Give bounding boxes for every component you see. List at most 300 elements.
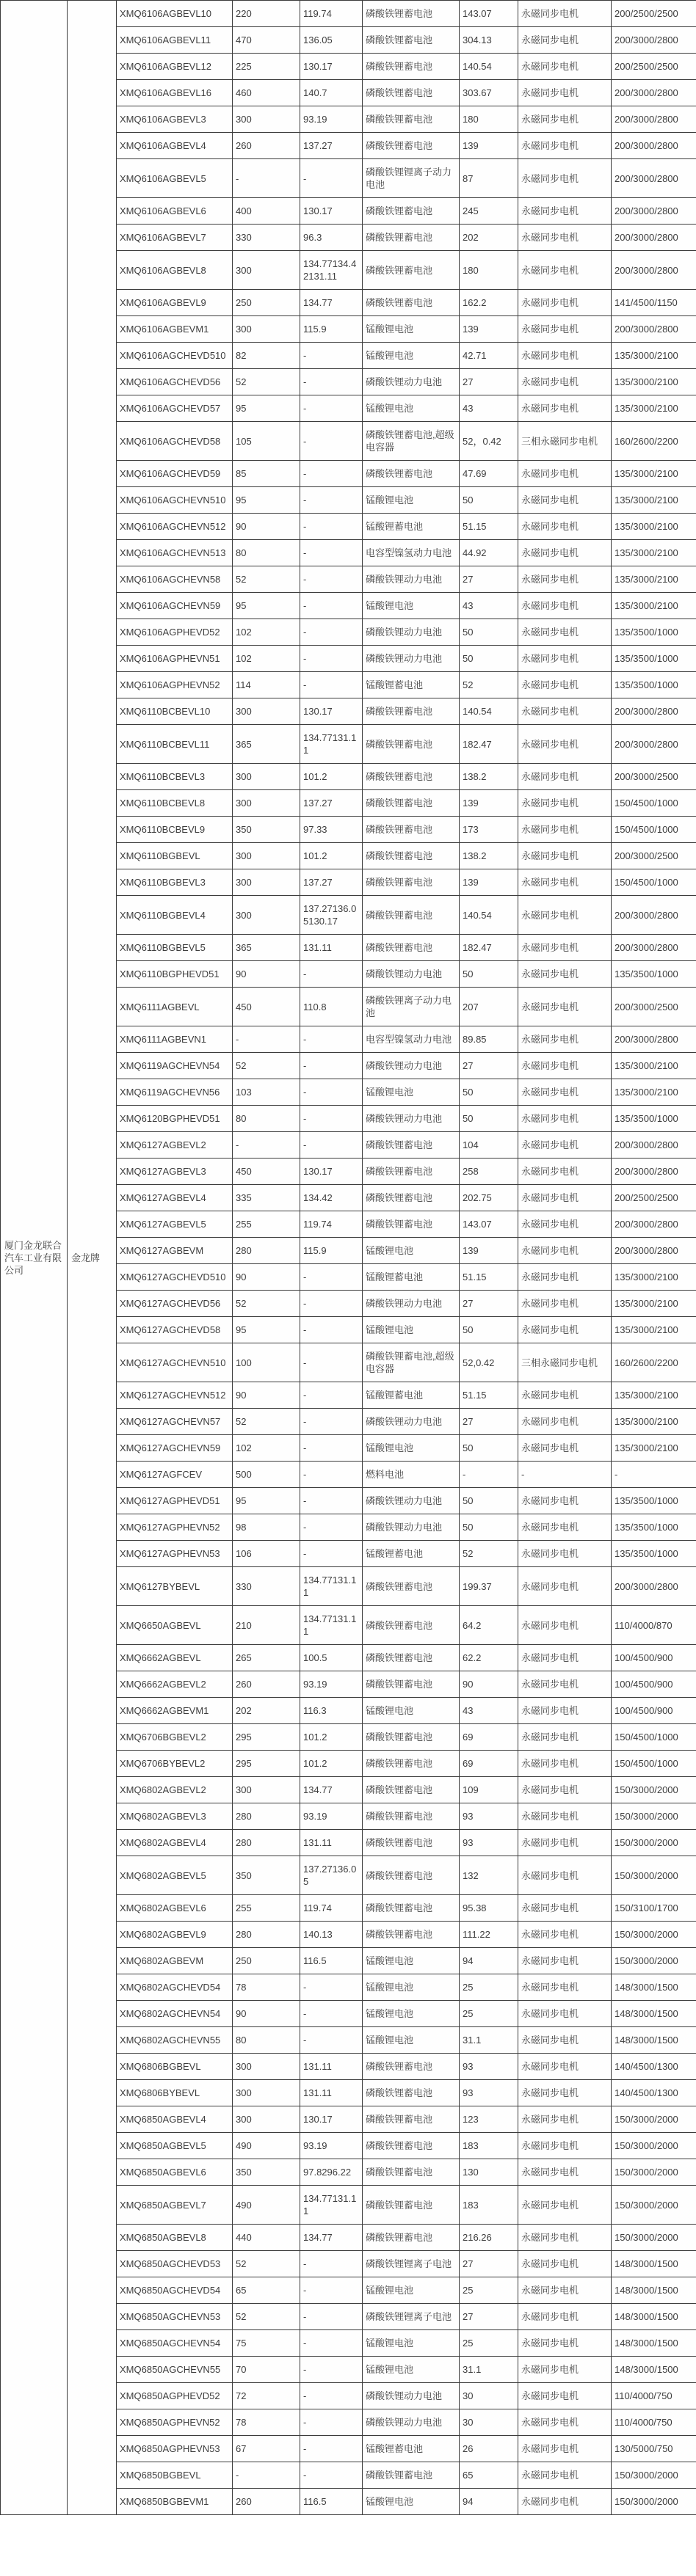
- cell-battery-type: 磷酸铁锂蓄电池: [363, 461, 460, 487]
- cell-battery-type: 磷酸铁锂蓄电池: [363, 935, 460, 961]
- cell-motor-type: 永磁同步电机: [518, 1435, 612, 1462]
- cell-battery-energy: 43: [460, 593, 518, 619]
- cell-battery-type: 磷酸铁锂动力电池: [363, 1053, 460, 1079]
- cell-range-value: 106: [233, 1541, 300, 1567]
- cell-battery-type: 磷酸铁锂动力电池: [363, 2409, 460, 2436]
- cell-range-value: 330: [233, 225, 300, 251]
- cell-range-value: 450: [233, 988, 300, 1026]
- cell-battery-type: 磷酸铁锂动力电池: [363, 1409, 460, 1435]
- cell-energy-value: -: [300, 1435, 363, 1462]
- cell-energy-value: 116.3: [300, 1698, 363, 1724]
- cell-range-value: 300: [233, 316, 300, 343]
- cell-motor-type: 永磁同步电机: [518, 2383, 612, 2409]
- cell-battery-energy: 50: [460, 646, 518, 672]
- cell-motor-type: 永磁同步电机: [518, 2409, 612, 2436]
- cell-motor-spec: 150/3000/2000: [612, 1948, 696, 1974]
- cell-motor-type: 永磁同步电机: [518, 487, 612, 514]
- cell-battery-type: 磷酸铁锂蓄电池: [363, 1211, 460, 1238]
- cell-battery-type: 磷酸铁锂蓄电池: [363, 2054, 460, 2080]
- cell-motor-type: 永磁同步电机: [518, 1541, 612, 1567]
- cell-motor-spec: 148/3000/1500: [612, 2277, 696, 2304]
- cell-battery-energy: 65: [460, 2462, 518, 2489]
- cell-motor-spec: 110/4000/750: [612, 2383, 696, 2409]
- cell-motor-type: 永磁同步电机: [518, 2159, 612, 2186]
- cell-battery-energy: 94: [460, 2489, 518, 2515]
- cell-motor-spec: 200/3000/2800: [612, 251, 696, 290]
- cell-motor-spec: 110/4000/750: [612, 2409, 696, 2436]
- cell-motor-type: 永磁同步电机: [518, 1409, 612, 1435]
- cell-battery-energy: 183: [460, 2186, 518, 2225]
- cell-motor-type: 永磁同步电机: [518, 843, 612, 869]
- cell-range-value: 335: [233, 1185, 300, 1211]
- cell-range-value: 470: [233, 27, 300, 54]
- cell-motor-type: 永磁同步电机: [518, 395, 612, 422]
- cell-range-value: -: [233, 1026, 300, 1053]
- cell-motor-type: 永磁同步电机: [518, 27, 612, 54]
- cell-battery-type: 磷酸铁锂蓄电池: [363, 2186, 460, 2225]
- cell-range-value: 114: [233, 672, 300, 698]
- cell-model-code: XMQ6850AGCHEVN55: [117, 2357, 233, 2383]
- cell-motor-type: 永磁同步电机: [518, 672, 612, 698]
- cell-range-value: 95: [233, 487, 300, 514]
- cell-motor-type: 永磁同步电机: [518, 198, 612, 225]
- cell-range-value: 80: [233, 540, 300, 566]
- cell-model-code: XMQ6106AGCHEVN58: [117, 566, 233, 593]
- cell-battery-energy: 52: [460, 1541, 518, 1567]
- cell-battery-energy: 62.2: [460, 1645, 518, 1671]
- cell-range-value: 300: [233, 106, 300, 133]
- cell-range-value: 95: [233, 593, 300, 619]
- cell-range-value: 255: [233, 1895, 300, 1922]
- cell-energy-value: 140.13: [300, 1922, 363, 1948]
- cell-energy-value: 134.77131.11: [300, 1567, 363, 1606]
- cell-model-code: XMQ6106AGBEVL8: [117, 251, 233, 290]
- cell-motor-spec: 135/3000/2100: [612, 395, 696, 422]
- cell-motor-spec: 100/4500/900: [612, 1698, 696, 1724]
- cell-range-value: 85: [233, 461, 300, 487]
- cell-battery-type: 磷酸铁锂动力电池: [363, 1488, 460, 1514]
- cell-battery-type: 磷酸铁锂蓄电池: [363, 2106, 460, 2133]
- cell-model-code: XMQ6110BCBEVL10: [117, 698, 233, 725]
- cell-battery-energy: 50: [460, 1106, 518, 1132]
- cell-range-value: 300: [233, 790, 300, 817]
- cell-battery-type: 锰酸锂电池: [363, 1435, 460, 1462]
- cell-battery-type: 磷酸铁锂蓄电池: [363, 1185, 460, 1211]
- brand-name-cell: 金龙牌: [68, 1, 117, 2515]
- cell-motor-type: 永磁同步电机: [518, 1948, 612, 1974]
- cell-motor-type: 永磁同步电机: [518, 1211, 612, 1238]
- cell-energy-value: -: [300, 1382, 363, 1409]
- cell-energy-value: 137.27136.05: [300, 1856, 363, 1895]
- cell-motor-spec: 135/3500/1000: [612, 961, 696, 988]
- cell-model-code: XMQ6106AGCHEVD57: [117, 395, 233, 422]
- cell-battery-energy: 180: [460, 251, 518, 290]
- cell-battery-energy: 123: [460, 2106, 518, 2133]
- cell-battery-type: 锰酸锂蓄电池: [363, 1382, 460, 1409]
- cell-motor-spec: 135/3500/1000: [612, 1514, 696, 1541]
- cell-model-code: XMQ6850BGBEVM1: [117, 2489, 233, 2515]
- cell-model-code: XMQ6119AGCHEVN56: [117, 1079, 233, 1106]
- cell-battery-energy: 258: [460, 1159, 518, 1185]
- cell-motor-type: 永磁同步电机: [518, 1382, 612, 1409]
- cell-model-code: XMQ6110BCBEVL9: [117, 817, 233, 843]
- cell-model-code: XMQ6106AGCHEVN512: [117, 514, 233, 540]
- cell-energy-value: -: [300, 1974, 363, 2001]
- cell-energy-value: 101.2: [300, 843, 363, 869]
- cell-energy-value: -: [300, 593, 363, 619]
- cell-battery-type: 锰酸锂蓄电池: [363, 672, 460, 698]
- cell-energy-value: -: [300, 2304, 363, 2330]
- cell-battery-type: 磷酸铁锂蓄电池: [363, 54, 460, 80]
- cell-motor-spec: 150/3000/2000: [612, 2489, 696, 2515]
- cell-battery-type: 磷酸铁锂蓄电池: [363, 1777, 460, 1803]
- cell-battery-energy: 180: [460, 106, 518, 133]
- cell-battery-type: 锰酸锂电池: [363, 1974, 460, 2001]
- cell-model-code: XMQ6106AGBEVL5: [117, 159, 233, 198]
- cell-energy-value: -: [300, 487, 363, 514]
- cell-battery-type: 磷酸铁锂蓄电池: [363, 80, 460, 106]
- cell-battery-type: 磷酸铁锂蓄电池: [363, 2462, 460, 2489]
- cell-battery-type: 锰酸锂蓄电池: [363, 1264, 460, 1291]
- cell-battery-type: 磷酸铁锂蓄电池: [363, 698, 460, 725]
- cell-energy-value: 101.2: [300, 1724, 363, 1751]
- cell-battery-energy: 139: [460, 1238, 518, 1264]
- cell-battery-type: 磷酸铁锂蓄电池: [363, 290, 460, 316]
- cell-motor-spec: 150/3000/2000: [612, 1830, 696, 1856]
- cell-model-code: XMQ6650AGBEVL: [117, 1606, 233, 1645]
- cell-battery-type: 磷酸铁锂蓄电池: [363, 764, 460, 790]
- cell-motor-type: 永磁同步电机: [518, 725, 612, 764]
- cell-motor-type: 永磁同步电机: [518, 514, 612, 540]
- cell-battery-energy: 132: [460, 1856, 518, 1895]
- cell-battery-type: 磷酸铁锂蓄电池: [363, 2133, 460, 2159]
- cell-battery-type: 磷酸铁锂动力电池: [363, 646, 460, 672]
- cell-battery-energy: 27: [460, 1291, 518, 1317]
- cell-motor-type: 永磁同步电机: [518, 2436, 612, 2462]
- cell-motor-type: 永磁同步电机: [518, 133, 612, 159]
- cell-energy-value: -: [300, 343, 363, 369]
- cell-motor-type: 永磁同步电机: [518, 646, 612, 672]
- cell-motor-spec: 135/3500/1000: [612, 1541, 696, 1567]
- cell-motor-spec: 200/3000/2800: [612, 1211, 696, 1238]
- cell-range-value: 440: [233, 2225, 300, 2251]
- cell-motor-spec: 200/3000/2800: [612, 159, 696, 198]
- cell-motor-type: 永磁同步电机: [518, 2225, 612, 2251]
- cell-battery-energy: 139: [460, 869, 518, 896]
- cell-motor-spec: 200/3000/2800: [612, 1132, 696, 1159]
- cell-range-value: 260: [233, 1671, 300, 1698]
- cell-range-value: 52: [233, 2304, 300, 2330]
- cell-motor-type: 永磁同步电机: [518, 1671, 612, 1698]
- cell-energy-value: -: [300, 1462, 363, 1488]
- cell-range-value: 82: [233, 343, 300, 369]
- cell-energy-value: -: [300, 2330, 363, 2357]
- cell-battery-energy: 25: [460, 2001, 518, 2027]
- cell-range-value: 300: [233, 251, 300, 290]
- cell-battery-energy: 111.22: [460, 1922, 518, 1948]
- cell-battery-energy: 304.13: [460, 27, 518, 54]
- cell-battery-energy: 30: [460, 2409, 518, 2436]
- cell-battery-type: 磷酸铁锂蓄电池: [363, 27, 460, 54]
- cell-motor-spec: 135/3500/1000: [612, 1488, 696, 1514]
- cell-motor-type: 永磁同步电机: [518, 540, 612, 566]
- cell-battery-energy: 25: [460, 2277, 518, 2304]
- cell-energy-value: 137.27136.05130.17: [300, 896, 363, 935]
- cell-motor-type: 永磁同步电机: [518, 1645, 612, 1671]
- cell-energy-value: 93.19: [300, 1803, 363, 1830]
- cell-battery-type: 磷酸铁锂蓄电池: [363, 790, 460, 817]
- cell-motor-spec: 200/2500/2500: [612, 1, 696, 27]
- cell-motor-spec: 200/3000/2800: [612, 80, 696, 106]
- cell-range-value: 330: [233, 1567, 300, 1606]
- cell-model-code: XMQ6127AGCHEVN57: [117, 1409, 233, 1435]
- cell-energy-value: 131.11: [300, 2054, 363, 2080]
- cell-battery-type: 磷酸铁锂动力电池: [363, 619, 460, 646]
- cell-energy-value: 93.19: [300, 2133, 363, 2159]
- cell-battery-energy: 130: [460, 2159, 518, 2186]
- cell-motor-type: 永磁同步电机: [518, 935, 612, 961]
- company-name-cell: 厦门金龙联合汽车工业有限公司: [1, 1, 68, 2515]
- cell-range-value: 220: [233, 1, 300, 27]
- cell-range-value: 95: [233, 1317, 300, 1343]
- cell-motor-spec: 148/3000/1500: [612, 2357, 696, 2383]
- cell-range-value: 490: [233, 2186, 300, 2225]
- cell-motor-spec: 135/3000/2100: [612, 369, 696, 395]
- cell-motor-type: 永磁同步电机: [518, 764, 612, 790]
- cell-battery-type: 磷酸铁锂动力电池: [363, 369, 460, 395]
- cell-motor-spec: 150/3000/2000: [612, 2462, 696, 2489]
- cell-motor-type: 永磁同步电机: [518, 1106, 612, 1132]
- cell-motor-type: 永磁同步电机: [518, 1803, 612, 1830]
- cell-model-code: XMQ6802AGCHEVD54: [117, 1974, 233, 2001]
- cell-motor-type: 永磁同步电机: [518, 251, 612, 290]
- cell-motor-spec: 200/3000/2500: [612, 988, 696, 1026]
- cell-battery-type: 磷酸铁锂蓄电池: [363, 1606, 460, 1645]
- cell-energy-value: -: [300, 2436, 363, 2462]
- cell-motor-type: 永磁同步电机: [518, 2357, 612, 2383]
- cell-battery-type: 磷酸铁锂蓄电池: [363, 1922, 460, 1948]
- cell-motor-spec: 135/3500/1000: [612, 672, 696, 698]
- cell-battery-energy: 87: [460, 159, 518, 198]
- cell-battery-type: 磷酸铁锂蓄电池: [363, 1895, 460, 1922]
- cell-model-code: XMQ6802AGCHEVN54: [117, 2001, 233, 2027]
- cell-energy-value: -: [300, 2001, 363, 2027]
- cell-motor-spec: 135/3000/2100: [612, 540, 696, 566]
- cell-motor-spec: 130/5000/750: [612, 2436, 696, 2462]
- cell-battery-type: 电容型镍氢动力电池: [363, 1026, 460, 1053]
- cell-range-value: 450: [233, 1159, 300, 1185]
- cell-battery-energy: 25: [460, 2330, 518, 2357]
- cell-motor-type: 永磁同步电机: [518, 1777, 612, 1803]
- cell-battery-type: 磷酸铁锂蓄电池: [363, 2225, 460, 2251]
- cell-motor-spec: 140/4500/1300: [612, 2080, 696, 2106]
- cell-model-code: XMQ6106AGBEVL12: [117, 54, 233, 80]
- cell-energy-value: -: [300, 2409, 363, 2436]
- cell-model-code: XMQ6850AGCHEVN53: [117, 2304, 233, 2330]
- cell-energy-value: 130.17: [300, 54, 363, 80]
- cell-range-value: 280: [233, 1238, 300, 1264]
- cell-motor-spec: 150/3000/2000: [612, 1922, 696, 1948]
- cell-battery-energy: 69: [460, 1751, 518, 1777]
- cell-motor-type: 永磁同步电机: [518, 2080, 612, 2106]
- cell-battery-type: 磷酸铁锂蓄电池: [363, 1159, 460, 1185]
- cell-battery-energy: 104: [460, 1132, 518, 1159]
- cell-energy-value: -: [300, 540, 363, 566]
- cell-range-value: 78: [233, 2409, 300, 2436]
- cell-model-code: XMQ6802AGBEVL4: [117, 1830, 233, 1856]
- cell-battery-type: 磷酸铁锂蓄电池: [363, 1671, 460, 1698]
- cell-battery-type: 磷酸铁锂蓄电池: [363, 896, 460, 935]
- cell-model-code: XMQ6127AGCHEVN510: [117, 1343, 233, 1382]
- cell-battery-energy: 27: [460, 1053, 518, 1079]
- cell-motor-spec: 150/3000/2000: [612, 1777, 696, 1803]
- cell-motor-spec: 135/3000/2100: [612, 487, 696, 514]
- cell-motor-type: 永磁同步电机: [518, 2027, 612, 2054]
- cell-battery-type: 锰酸锂电池: [363, 2001, 460, 2027]
- cell-motor-spec: 148/3000/1500: [612, 2027, 696, 2054]
- cell-battery-energy: 50: [460, 619, 518, 646]
- cell-model-code: XMQ6850AGCHEVN54: [117, 2330, 233, 2357]
- cell-model-code: XMQ6110BGBEVL: [117, 843, 233, 869]
- cell-battery-type: 磷酸铁锂蓄电池: [363, 1751, 460, 1777]
- cell-range-value: 260: [233, 2489, 300, 2515]
- cell-motor-spec: 135/3000/2100: [612, 1264, 696, 1291]
- cell-battery-type: 磷酸铁锂蓄电池: [363, 843, 460, 869]
- cell-energy-value: -: [300, 1079, 363, 1106]
- cell-battery-energy: 93: [460, 1803, 518, 1830]
- cell-motor-type: 永磁同步电机: [518, 1053, 612, 1079]
- cell-energy-value: -: [300, 961, 363, 988]
- cell-battery-type: 磷酸铁锂动力电池: [363, 566, 460, 593]
- cell-range-value: 365: [233, 725, 300, 764]
- cell-motor-type: 永磁同步电机: [518, 619, 612, 646]
- cell-battery-energy: 27: [460, 1409, 518, 1435]
- cell-motor-type: 永磁同步电机: [518, 593, 612, 619]
- cell-range-value: 67: [233, 2436, 300, 2462]
- cell-motor-spec: 160/2600/2200: [612, 1343, 696, 1382]
- cell-battery-energy: 50: [460, 487, 518, 514]
- cell-model-code: XMQ6106AGCHEVD56: [117, 369, 233, 395]
- cell-range-value: 102: [233, 619, 300, 646]
- cell-model-code: XMQ6127AGCHEVN59: [117, 1435, 233, 1462]
- cell-motor-spec: 200/3000/2800: [612, 198, 696, 225]
- cell-battery-type: 磷酸铁锂蓄电池,超级电容器: [363, 422, 460, 461]
- cell-motor-spec: 200/3000/2800: [612, 935, 696, 961]
- cell-model-code: XMQ6802AGBEVL5: [117, 1856, 233, 1895]
- cell-motor-type: 永磁同步电机: [518, 461, 612, 487]
- cell-model-code: XMQ6127AGBEVL4: [117, 1185, 233, 1211]
- cell-energy-value: 130.17: [300, 2106, 363, 2133]
- cell-range-value: 80: [233, 2027, 300, 2054]
- cell-energy-value: 134.77131.11: [300, 1606, 363, 1645]
- cell-energy-value: 134.42: [300, 1185, 363, 1211]
- cell-model-code: XMQ6802AGBEVM: [117, 1948, 233, 1974]
- cell-model-code: XMQ6706BYBEVL2: [117, 1751, 233, 1777]
- cell-battery-energy: 64.2: [460, 1606, 518, 1645]
- cell-energy-value: -: [300, 2251, 363, 2277]
- cell-model-code: XMQ6802AGBEVL3: [117, 1803, 233, 1830]
- cell-energy-value: 100.5: [300, 1645, 363, 1671]
- cell-model-code: XMQ6802AGCHEVN55: [117, 2027, 233, 2054]
- cell-range-value: 265: [233, 1645, 300, 1671]
- cell-motor-spec: 200/3000/2800: [612, 1159, 696, 1185]
- cell-motor-type: 永磁同步电机: [518, 1606, 612, 1645]
- cell-motor-spec: 200/2500/2500: [612, 1185, 696, 1211]
- cell-battery-energy: 138.2: [460, 764, 518, 790]
- cell-battery-energy: 140.54: [460, 54, 518, 80]
- cell-battery-energy: 245: [460, 198, 518, 225]
- cell-energy-value: -: [300, 461, 363, 487]
- cell-energy-value: 136.05: [300, 27, 363, 54]
- cell-energy-value: 134.77131.11: [300, 2186, 363, 2225]
- cell-battery-type: 锰酸锂电池: [363, 593, 460, 619]
- cell-model-code: XMQ6127AGPHEVN52: [117, 1514, 233, 1541]
- cell-motor-type: 永磁同步电机: [518, 1238, 612, 1264]
- cell-range-value: 350: [233, 1856, 300, 1895]
- cell-range-value: 280: [233, 1803, 300, 1830]
- cell-model-code: XMQ6106AGBEVL7: [117, 225, 233, 251]
- cell-motor-type: 永磁同步电机: [518, 988, 612, 1026]
- cell-model-code: XMQ6106AGCHEVN510: [117, 487, 233, 514]
- cell-motor-spec: 150/3000/2000: [612, 2186, 696, 2225]
- cell-battery-energy: 139: [460, 133, 518, 159]
- cell-battery-energy: 89.85: [460, 1026, 518, 1053]
- cell-range-value: 295: [233, 1724, 300, 1751]
- cell-energy-value: 134.77131.11: [300, 725, 363, 764]
- vehicle-table-body: [1, 1, 696, 2515]
- cell-range-value: 210: [233, 1606, 300, 1645]
- cell-range-value: 102: [233, 646, 300, 672]
- cell-motor-type: 永磁同步电机: [518, 1830, 612, 1856]
- cell-battery-energy: 303.67: [460, 80, 518, 106]
- cell-battery-type: 锰酸锂电池: [363, 2357, 460, 2383]
- cell-energy-value: -: [300, 514, 363, 540]
- cell-model-code: XMQ6127AGBEVL2: [117, 1132, 233, 1159]
- cell-range-value: 300: [233, 1777, 300, 1803]
- cell-range-value: 250: [233, 1948, 300, 1974]
- cell-range-value: -: [233, 159, 300, 198]
- cell-battery-type: 磷酸铁锂动力电池: [363, 1106, 460, 1132]
- cell-range-value: 300: [233, 2054, 300, 2080]
- cell-motor-spec: 200/3000/2800: [612, 225, 696, 251]
- cell-battery-energy: 27: [460, 2304, 518, 2330]
- cell-battery-type: 磷酸铁锂蓄电池: [363, 725, 460, 764]
- cell-range-value: 490: [233, 2133, 300, 2159]
- cell-battery-energy: 50: [460, 1514, 518, 1541]
- cell-battery-type: 锰酸锂电池: [363, 1079, 460, 1106]
- cell-battery-type: 磷酸铁锂动力电池: [363, 1291, 460, 1317]
- cell-battery-energy: 199.37: [460, 1567, 518, 1606]
- cell-range-value: 460: [233, 80, 300, 106]
- cell-motor-type: 永磁同步电机: [518, 2001, 612, 2027]
- cell-range-value: -: [233, 1132, 300, 1159]
- cell-battery-energy: 50: [460, 1435, 518, 1462]
- cell-energy-value: 134.77: [300, 2225, 363, 2251]
- cell-motor-spec: 141/4500/1150: [612, 290, 696, 316]
- cell-energy-value: -: [300, 1026, 363, 1053]
- cell-motor-type: 永磁同步电机: [518, 1291, 612, 1317]
- cell-range-value: 295: [233, 1751, 300, 1777]
- cell-range-value: 80: [233, 1106, 300, 1132]
- cell-battery-type: 磷酸铁锂锂离子动力电池: [363, 159, 460, 198]
- cell-battery-energy: 202: [460, 225, 518, 251]
- cell-model-code: XMQ6106AGBEVL3: [117, 106, 233, 133]
- cell-energy-value: -: [300, 2357, 363, 2383]
- cell-motor-spec: 200/3000/2800: [612, 1026, 696, 1053]
- cell-motor-type: 永磁同步电机: [518, 369, 612, 395]
- cell-motor-spec: 150/3000/2000: [612, 2159, 696, 2186]
- cell-battery-energy: 182.47: [460, 725, 518, 764]
